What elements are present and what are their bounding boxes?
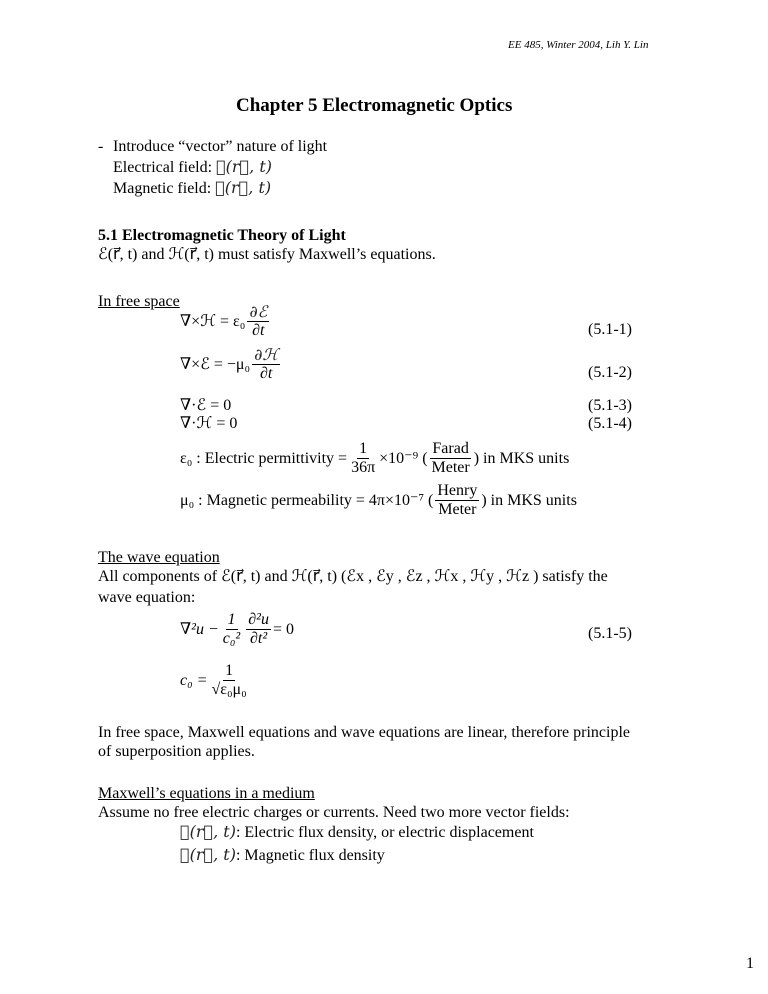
equation-5-1-1 xyxy=(180,303,271,340)
unit-denominator: Meter xyxy=(431,459,470,476)
fraction xyxy=(247,303,269,340)
permeability-definition xyxy=(180,482,577,519)
magnetic-field-label: Magnetic field: xyxy=(113,180,212,197)
fraction-denominator: √ε₀μ₀ xyxy=(211,681,247,698)
equation-label: (5.1-4) xyxy=(588,415,632,432)
eq-lhs: ∇×ℋ = ε₀ xyxy=(180,313,246,330)
linearity-line1: In free space, Maxwell equations and wave equations are linear, therefore principle xyxy=(98,724,631,741)
wave-equation-5-1-5 xyxy=(180,611,294,648)
equation-5-1-4: ∇·ℋ = 0 xyxy=(180,415,238,432)
equation-label: (5.1-3) xyxy=(588,397,632,414)
fraction xyxy=(246,611,271,648)
fraction-denominator: 36π xyxy=(351,459,376,476)
fraction-numerator: ∂²u xyxy=(248,611,269,628)
unit-numerator: Henry xyxy=(437,482,478,499)
linearity-line2: of superposition applies. xyxy=(98,743,255,760)
eq-lhs: ∇²u − xyxy=(180,621,219,638)
fraction-denominator: ∂t xyxy=(259,365,273,382)
eq-lhs: ∇×ℰ = −μ₀ xyxy=(180,356,251,373)
fraction-numerator: 1 xyxy=(227,611,236,628)
fraction-numerator: ∂ℋ xyxy=(254,345,279,364)
permittivity-definition xyxy=(180,440,569,477)
page-number: 1 xyxy=(746,955,754,972)
equation-5-1-2 xyxy=(180,346,282,383)
section-sentence: ℰ(r⃗, t) and ℋ(r⃗, t) must satisfy Maxwell’s equations. xyxy=(98,246,436,263)
unit-fraction xyxy=(430,440,472,477)
units-suffix: ) in MKS units xyxy=(481,492,577,509)
wave-sentence-line2: wave equation: xyxy=(98,589,196,606)
fraction-numerator: 1 xyxy=(225,662,234,679)
electric-field-line xyxy=(113,157,272,177)
fraction xyxy=(221,611,242,648)
magnetic-field-symbol: ℋ(r⃗, t) xyxy=(215,178,272,197)
eq-lhs: c₀ = xyxy=(180,672,208,689)
fraction xyxy=(209,662,248,699)
magnetic-flux-line xyxy=(180,845,385,865)
fraction-denominator: c₀² xyxy=(222,630,241,647)
equation-label: (5.1-1) xyxy=(588,321,632,338)
fraction-denominator: ∂t xyxy=(252,322,265,339)
permittivity-label: ε₀ : Electric permittivity = xyxy=(180,450,348,467)
fraction xyxy=(349,440,377,477)
free-space-heading: In free space xyxy=(98,293,180,310)
bullet-dash: - xyxy=(98,138,104,155)
wave-sentence-line1: All components of ℰ(r⃗, t) and ℋ(r⃗, t) (ℰx , ℰy , ℰz , ℋx , ℋy , ℋz ) satisfy the xyxy=(98,568,608,585)
magnetic-flux-desc: : Magnetic flux density xyxy=(235,847,385,864)
speed-of-light-equation xyxy=(180,662,251,699)
electric-displacement-symbol: 𝒟(r⃗, t) xyxy=(180,822,236,841)
fraction-numerator: ∂ℰ xyxy=(249,302,268,321)
permeability-label: μ₀ : Magnetic permeability = 4π×10⁻⁷ ( xyxy=(180,492,434,509)
chapter-title: Chapter 5 Electromagnetic Optics xyxy=(236,95,513,116)
medium-sentence: Assume no free electric charges or currents. Need two more vector fields: xyxy=(98,804,570,821)
running-header: EE 485, Winter 2004, Lih Y. Lin xyxy=(508,39,649,51)
medium-heading: Maxwell’s equations in a medium xyxy=(98,785,315,802)
electric-field-label: Electrical field: xyxy=(113,159,213,176)
magnetic-flux-symbol: ℬ(r⃗, t) xyxy=(180,845,236,864)
equation-label: (5.1-5) xyxy=(588,625,632,642)
units-suffix: ) in MKS units xyxy=(473,450,570,467)
section-heading: 5.1 Electromagnetic Theory of Light xyxy=(98,227,346,244)
electric-displacement-desc: : Electric flux density, or electric displacement xyxy=(235,824,534,841)
magnetic-field-line xyxy=(113,178,271,198)
unit-numerator: Farad xyxy=(432,440,469,457)
equation-5-1-3: ∇·ℰ = 0 xyxy=(180,397,232,414)
multiplier: ×10⁻⁹ ( xyxy=(379,450,428,467)
unit-fraction xyxy=(435,482,479,519)
wave-equation-heading: The wave equation xyxy=(98,549,220,566)
eq-rhs: = 0 xyxy=(272,621,294,638)
fraction xyxy=(252,346,280,383)
electric-flux-line xyxy=(180,822,534,842)
fraction-numerator: 1 xyxy=(359,440,368,457)
fraction-denominator: ∂t² xyxy=(250,630,268,647)
electric-field-symbol: ℰ(r⃗, t) xyxy=(216,157,272,176)
intro-line: Introduce “vector” nature of light xyxy=(113,138,328,155)
equation-label: (5.1-2) xyxy=(588,364,632,381)
unit-denominator: Meter xyxy=(438,501,477,518)
